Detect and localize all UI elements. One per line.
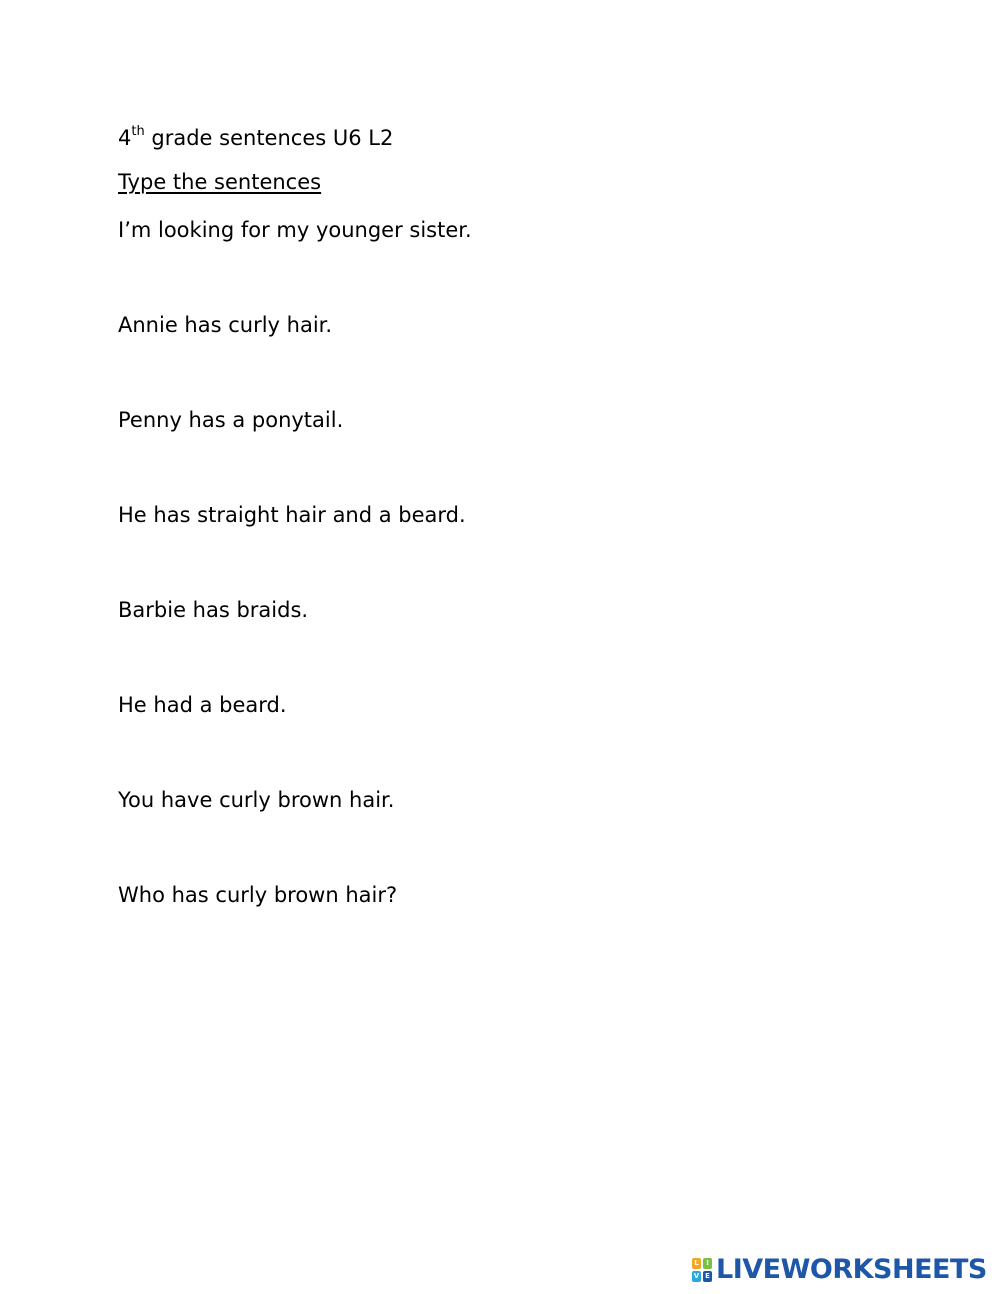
title-grade-number: 4	[118, 126, 132, 150]
sentence-7: You have curly brown hair.	[118, 788, 395, 812]
logo-icon-tile-e: E	[703, 1271, 712, 1282]
worksheet-title	[118, 120, 393, 152]
instruction-heading: Type the sentences	[118, 170, 322, 194]
sentence-8: Who has curly brown hair?	[118, 883, 398, 907]
logo-icon-tile-l: L	[692, 1258, 701, 1269]
logo-icon-tile-i: I	[703, 1258, 712, 1269]
sentence-3: Penny has a ponytail.	[118, 408, 344, 432]
title-grade-suffix: th	[131, 124, 145, 139]
title-rest: grade sentences U6 L2	[144, 126, 394, 150]
liveworksheets-logo-icon	[692, 1258, 712, 1282]
sentence-1: I’m looking for my younger sister.	[118, 218, 472, 242]
logo-icon-tile-v: V	[693, 1272, 700, 1280]
liveworksheets-logo	[692, 1254, 987, 1286]
liveworksheets-logo-text: LIVEWORKSHEETS	[716, 1254, 987, 1285]
sentence-2: Annie has curly hair.	[118, 313, 333, 337]
sentence-5: Barbie has braids.	[118, 598, 309, 622]
sentence-4: He has straight hair and a beard.	[118, 503, 466, 527]
sentence-6: He had a beard.	[118, 693, 287, 717]
